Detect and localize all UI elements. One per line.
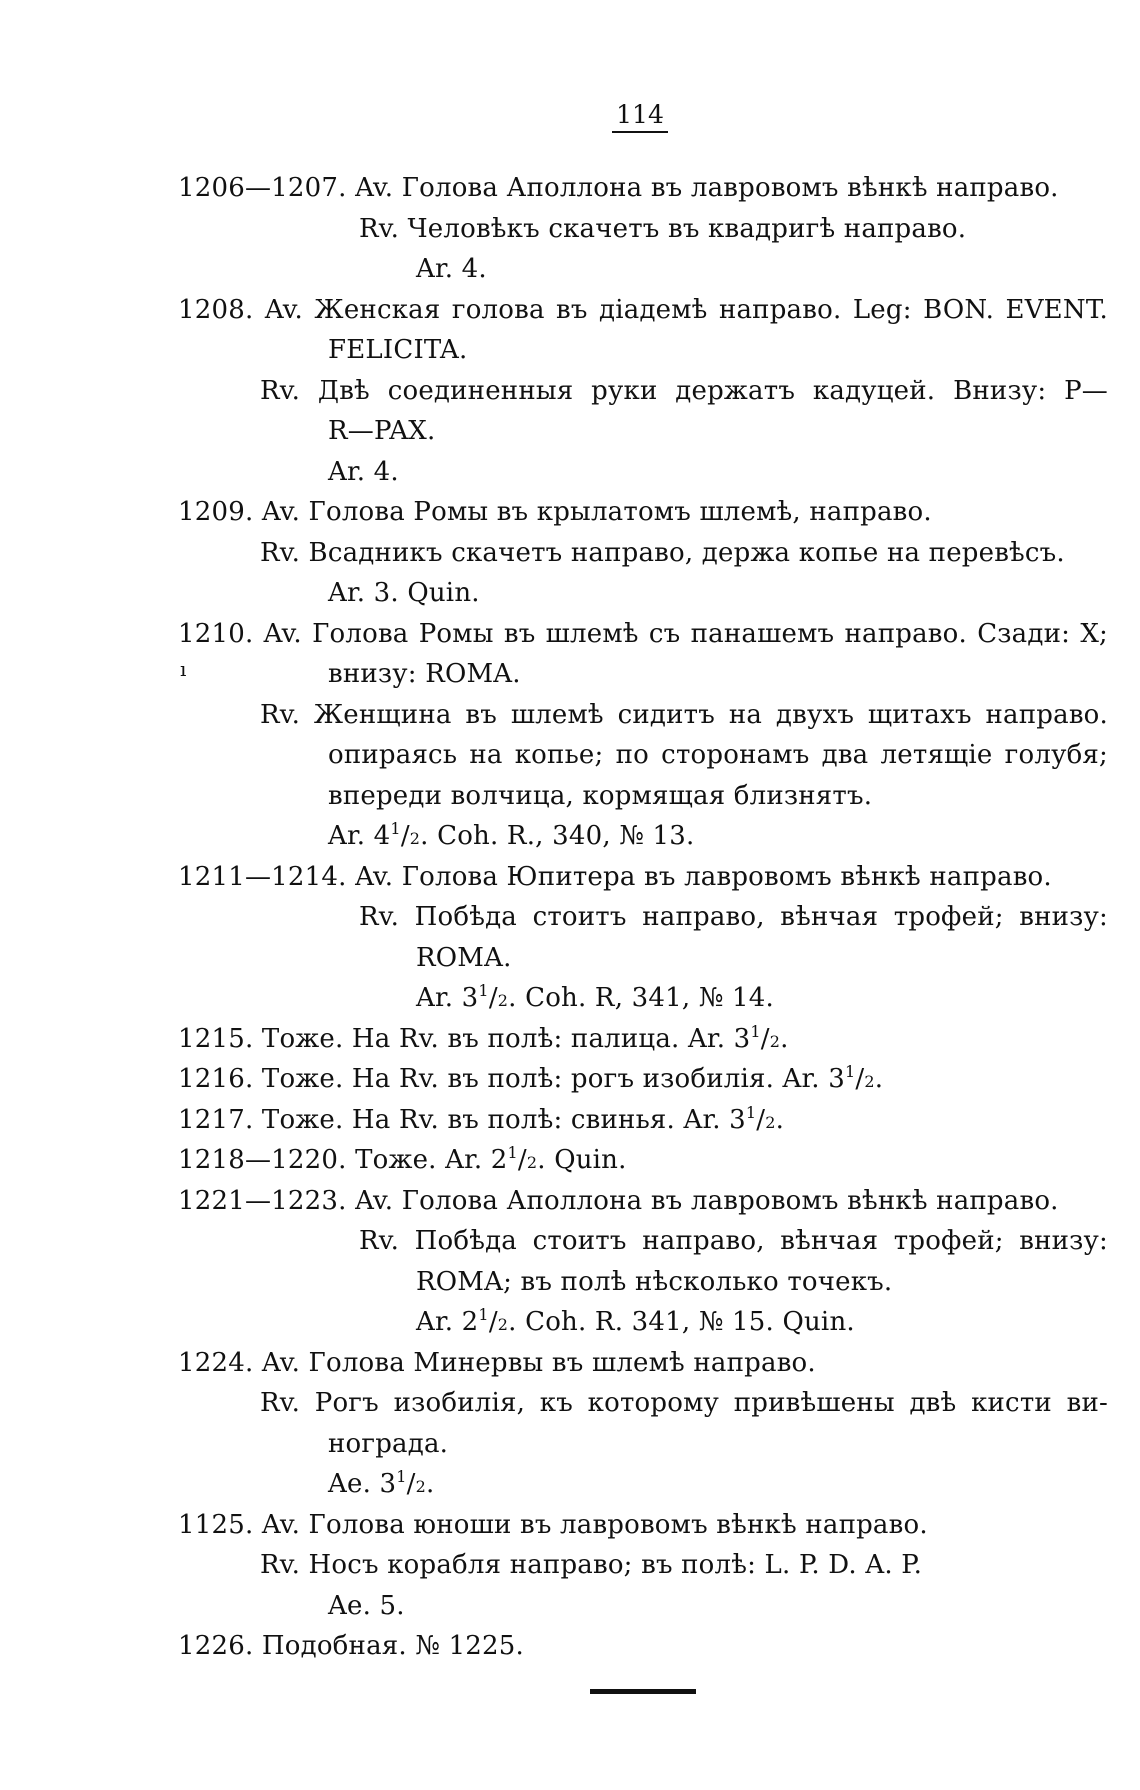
text-line: Rv. Человѣкъ скачетъ въ квадригѣ направо. [359, 213, 967, 244]
text-line: ROMA; въ полѣ нѣсколько точекъ. [416, 1266, 893, 1297]
line-text: Ar. 3 [416, 983, 479, 1013]
line-text: Ar. 4 [328, 821, 391, 851]
line-text: Ae. 3 [328, 1469, 397, 1499]
text-line [328, 1464, 1108, 1505]
line-text: . [780, 1023, 789, 1054]
fraction-denominator: 2 [497, 1315, 509, 1334]
fraction-slash: / [400, 821, 410, 851]
text-line: 1221—1223. Av. Голова Аполлона въ лавровомъ вѣнкѣ направо. [178, 1185, 1059, 1216]
fraction-denominator: 2 [526, 1153, 538, 1172]
fraction-numerator: 1 [390, 819, 401, 838]
line-text: . [775, 1104, 785, 1135]
text-line: Rv. Побѣда стоитъ направо, вѣнчая трофей; внизу: [359, 1226, 1108, 1256]
line-text: 1216. Тоже. На Rv. въ полѣ: рогъ изобилія. Ar. 3 [178, 1064, 845, 1094]
text-line [328, 816, 1108, 857]
text-line: Rv. Носъ корабля направо; въ полѣ: L. P. D. A. P. [260, 1550, 923, 1580]
page-number [0, 100, 1140, 133]
text-line: FELICITA. [328, 335, 468, 365]
fraction-numerator: 1 [507, 1143, 518, 1162]
text-line: Rv. Всадникъ скачетъ направо, держа копье на перевѣсъ. [260, 537, 1065, 568]
text-line: ROMA. [416, 942, 512, 973]
text-line: R—PAX. [328, 416, 436, 446]
text-line: Rv. Двѣ соединенныя руки держатъ кадуцей. Внизу: P— [260, 375, 1108, 406]
text-line: 1209. Av. Голова Ромы въ крылатомъ шлемѣ, направо. [178, 497, 932, 527]
line-text: . Coh. R., 340, № 13. [420, 821, 695, 851]
text-line: Ar. 4. [328, 456, 399, 487]
fraction-slash: / [760, 1023, 770, 1054]
text-line: 1210. Av. Голова Ромы въ шлемѣ съ панашемъ направо. Сзади: X; [178, 618, 1108, 649]
text-line: Rv. Женщина въ шлемѣ сидитъ на двухъ щитахъ направо. [260, 699, 1108, 730]
text-line [416, 1302, 1108, 1343]
text-line [178, 1059, 1108, 1100]
line-text: . Quin. [537, 1145, 627, 1175]
text-line: Ar. 3. Quin. [328, 578, 480, 608]
fraction-denominator: 2 [765, 1112, 776, 1132]
fraction-denominator: 2 [864, 1072, 875, 1091]
line-text: 1215. Тоже. На Rv. въ полѣ: палица. Ar. 3 [178, 1023, 751, 1054]
line-text: . Coh. R, 341, № 14. [508, 983, 774, 1013]
text-line: 1125. Av. Голова юноши въ лавровомъ вѣнкѣ направо. [178, 1509, 928, 1540]
line-text: . [425, 1469, 435, 1499]
text-line [178, 1100, 1108, 1141]
text-line: опираясь на копье; по сторонамъ два летящіе голубя; [328, 740, 1108, 770]
fraction-denominator: 2 [497, 991, 509, 1010]
fraction-denominator: 2 [769, 1031, 781, 1051]
text-line: впереди волчица, кормящая близнятъ. [328, 780, 873, 811]
text-line: 1211—1214. Av. Голова Юпитера въ лавровомъ вѣнкѣ направо. [178, 861, 1052, 892]
text-line: нограда. [328, 1428, 449, 1459]
text-line: Ar. 4. [416, 254, 487, 284]
catalogue-text [178, 168, 1108, 1667]
fraction-numerator: 1 [396, 1467, 407, 1486]
text-line: 1206—1207. Av. Голова Аполлона въ лавровомъ вѣнкѣ направо. [178, 173, 1059, 203]
text-line [178, 1019, 1108, 1060]
text-line: Ae. 5. [328, 1590, 405, 1621]
fraction-numerator: 1 [478, 1305, 489, 1324]
fraction-slash: / [488, 983, 498, 1013]
line-text: 1218—1220. Тоже. Ar. 2 [178, 1145, 508, 1175]
fraction-slash: / [517, 1145, 527, 1175]
fraction-slash: / [855, 1064, 865, 1094]
end-rule [590, 1689, 696, 1694]
text-line: 1208. Av. Женская голова въ діадемѣ направо. Leg: BON. EVENT. [178, 294, 1108, 325]
fraction-slash: / [406, 1469, 416, 1499]
text-line [416, 978, 1108, 1019]
text-line [178, 1140, 1108, 1181]
line-text: . [874, 1064, 884, 1094]
page-number-text: 114 [612, 100, 668, 133]
fraction-numerator: 1 [745, 1102, 757, 1122]
line-text: Ar. 2 [416, 1307, 479, 1337]
margin-mark: ı [180, 657, 187, 681]
fraction-slash: / [488, 1307, 498, 1337]
fraction-denominator: 2 [415, 1477, 426, 1496]
fraction-slash: / [756, 1104, 766, 1135]
fraction-numerator: 1 [750, 1021, 761, 1041]
text-line: 1224. Av. Голова Минервы въ шлемѣ направо. [178, 1347, 816, 1378]
text-line: 1226. Подобная. № 1225. [178, 1631, 525, 1661]
line-text: . Coh. R. 341, № 15. Quin. [508, 1307, 855, 1337]
fraction-denominator: 2 [409, 829, 421, 848]
line-text: 1217. Тоже. На Rv. въ полѣ: свинья. Ar. 3 [178, 1104, 746, 1135]
fraction-numerator: 1 [478, 981, 489, 1000]
text-line: Rv. Побѣда стоитъ направо, вѣнчая трофей; внизу: [359, 902, 1108, 932]
text-line: внизу: ROMA. [328, 659, 521, 689]
text-line: Rv. Рогъ изобилія, къ которому привѣшены двѣ кисти ви- [260, 1388, 1108, 1418]
fraction-numerator: 1 [844, 1062, 856, 1081]
